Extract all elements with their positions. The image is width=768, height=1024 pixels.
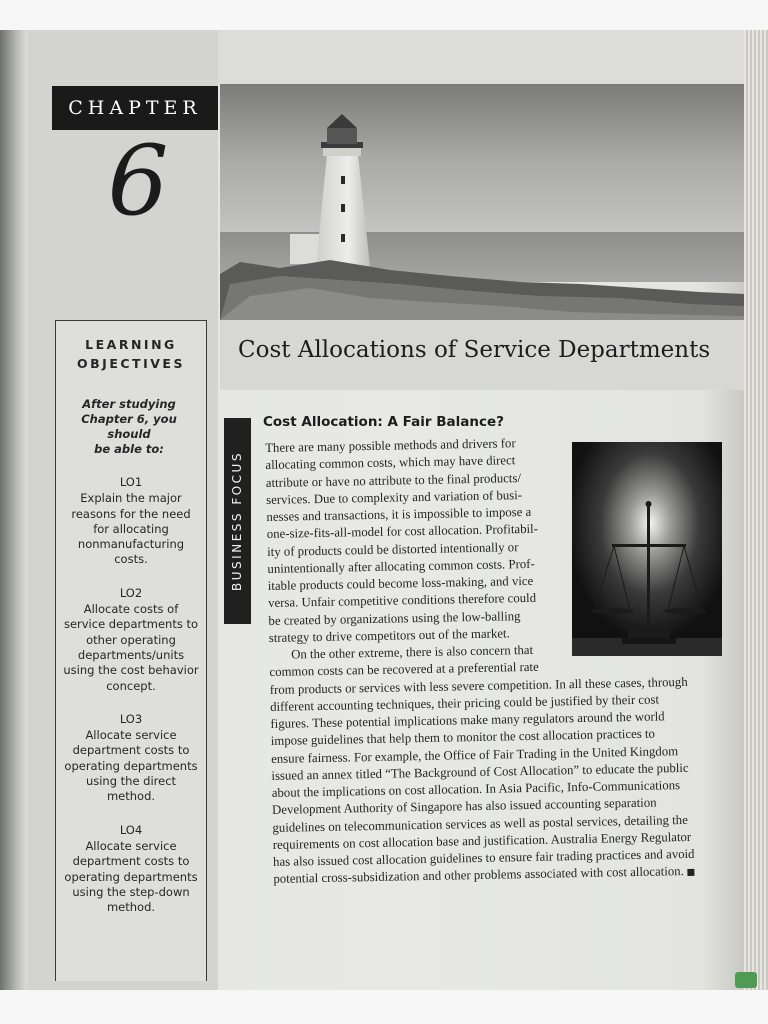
intro-line: After studying [82,397,176,411]
green-page-tab [735,972,757,988]
body-line: unintentionally after allocating common costs. Prof- [267,556,535,576]
objective-line: service departments to [63,617,199,632]
body-line: guidelines on telecommunication services as well as postal services, detailing the [272,812,688,835]
business-focus-body [265,431,736,910]
body-line: about the implications on cost allocation. In Asia Pacific, Info-Communications [271,778,681,800]
body-line: issued an annex titled “The Background of Cost Allocation” to educate the public [271,760,689,783]
body-line: different accounting techniques, their pricing could be justified by their cost [269,692,660,714]
learning-objective-lo2 [56,586,206,694]
objective-line: concept. [106,678,156,693]
body-line: allocating common costs, which may have direct [265,453,516,473]
section-heading: Cost Allocation: A Fair Balance? [263,414,504,430]
body-line: versa. Unfair competitive conditions therefore could [267,591,537,611]
intro-line: Chapter 6, you should [81,412,177,441]
objective-code: LO4 [119,822,143,837]
body-line: requirements on cost allocation base and justification. Australia Energy Regulator [272,829,692,852]
learning-objective-lo3 [56,712,206,805]
bottom-margin [0,990,768,1024]
objective-code: LO1 [119,475,143,489]
body-line: potential cross-subsidization and other problems associated with cost allocation. [273,864,684,887]
header-band [218,30,744,85]
objective-line: operating departments [64,869,198,884]
objectives-heading [56,335,206,373]
body-line: common costs can be recovered at a preferential rate [269,660,539,680]
objective-line: departments/units [77,647,185,662]
objectives-heading-line: LEARNING [85,337,177,352]
objective-line: Allocate service [85,728,177,743]
objective-line: department costs to [72,743,190,758]
body-line: itable products could become loss-making, and vice [267,573,534,593]
chapter-number: 6 [107,125,169,237]
objectives-heading-line: OBJECTIVES [77,356,185,371]
body-line: impose guidelines that help them to monitor the cost allocation practices to [270,726,656,749]
chapter-title: Cost Allocations of Service Departments [238,337,711,363]
objective-line: department costs to [72,854,190,869]
chapter-label: CHAPTER [52,86,218,130]
objective-line: Allocate costs of [83,602,179,617]
objective-code: LO2 [119,585,143,600]
objective-line: using the cost behavior [63,663,199,678]
body-line: services. Due to complexity and variation of busi- [266,487,523,507]
learning-objective-lo1 [56,475,206,568]
body-line: from products or services with less severe competition. In all these cases, through [269,674,688,697]
business-focus-label: BUSINESS FOCUS [230,451,244,591]
objective-line: other operating [86,632,176,647]
objective-line: using the step-down [72,884,190,899]
objective-code: LO3 [119,711,143,726]
book-spine-shadow [0,30,26,992]
body-line: strategy to drive competitors out of the market. [268,626,510,645]
learning-objective-lo4 [56,823,206,916]
objective-line: Allocate service [85,838,177,853]
objective-line: costs. [114,552,148,567]
objective-line: method. [106,789,156,804]
objective-line: method. [106,900,156,915]
end-of-section-mark [688,869,695,876]
objective-line: reasons for the need [71,506,191,521]
objective-line: for allocating [93,521,169,536]
objective-line: using the direct [85,774,177,789]
body-line: ity of products could be distorted intentionally or [267,539,519,559]
learning-objectives-box [55,320,207,981]
top-margin [0,0,768,30]
body-line: figures. These potential implications make many regulators around the world [270,709,665,731]
body-line: has also issued cost allocation guidelines to ensure fair trading practices and avoid [272,846,695,869]
objective-line: nonmanufacturing [77,537,185,552]
objective-line: operating departments [64,758,198,773]
body-line: attribute or have no attribute to the final products/ [265,470,522,490]
body-line: On the other extreme, there is also concern that [290,642,534,662]
body-line: Development Authority of Singapore has also issued accounting separation [271,795,657,818]
intro-line: be able to: [94,442,164,456]
page-edges [742,30,768,992]
lighthouse-photo [220,84,744,320]
body-line: nesses and transactions, it is impossible to impose a [266,504,532,524]
body-line: ensure fairness. For example, the Office of Fair Trading in the United Kingdom [270,743,679,766]
objective-line: Explain the major [80,491,182,506]
body-line: There are many possible methods and drivers for [265,436,516,455]
body-line: be created by organizations using the low-balling [268,608,521,628]
body-line: one-size-fits-all-model for cost allocation. Profitabil- [266,522,539,542]
objectives-intro [62,397,196,457]
